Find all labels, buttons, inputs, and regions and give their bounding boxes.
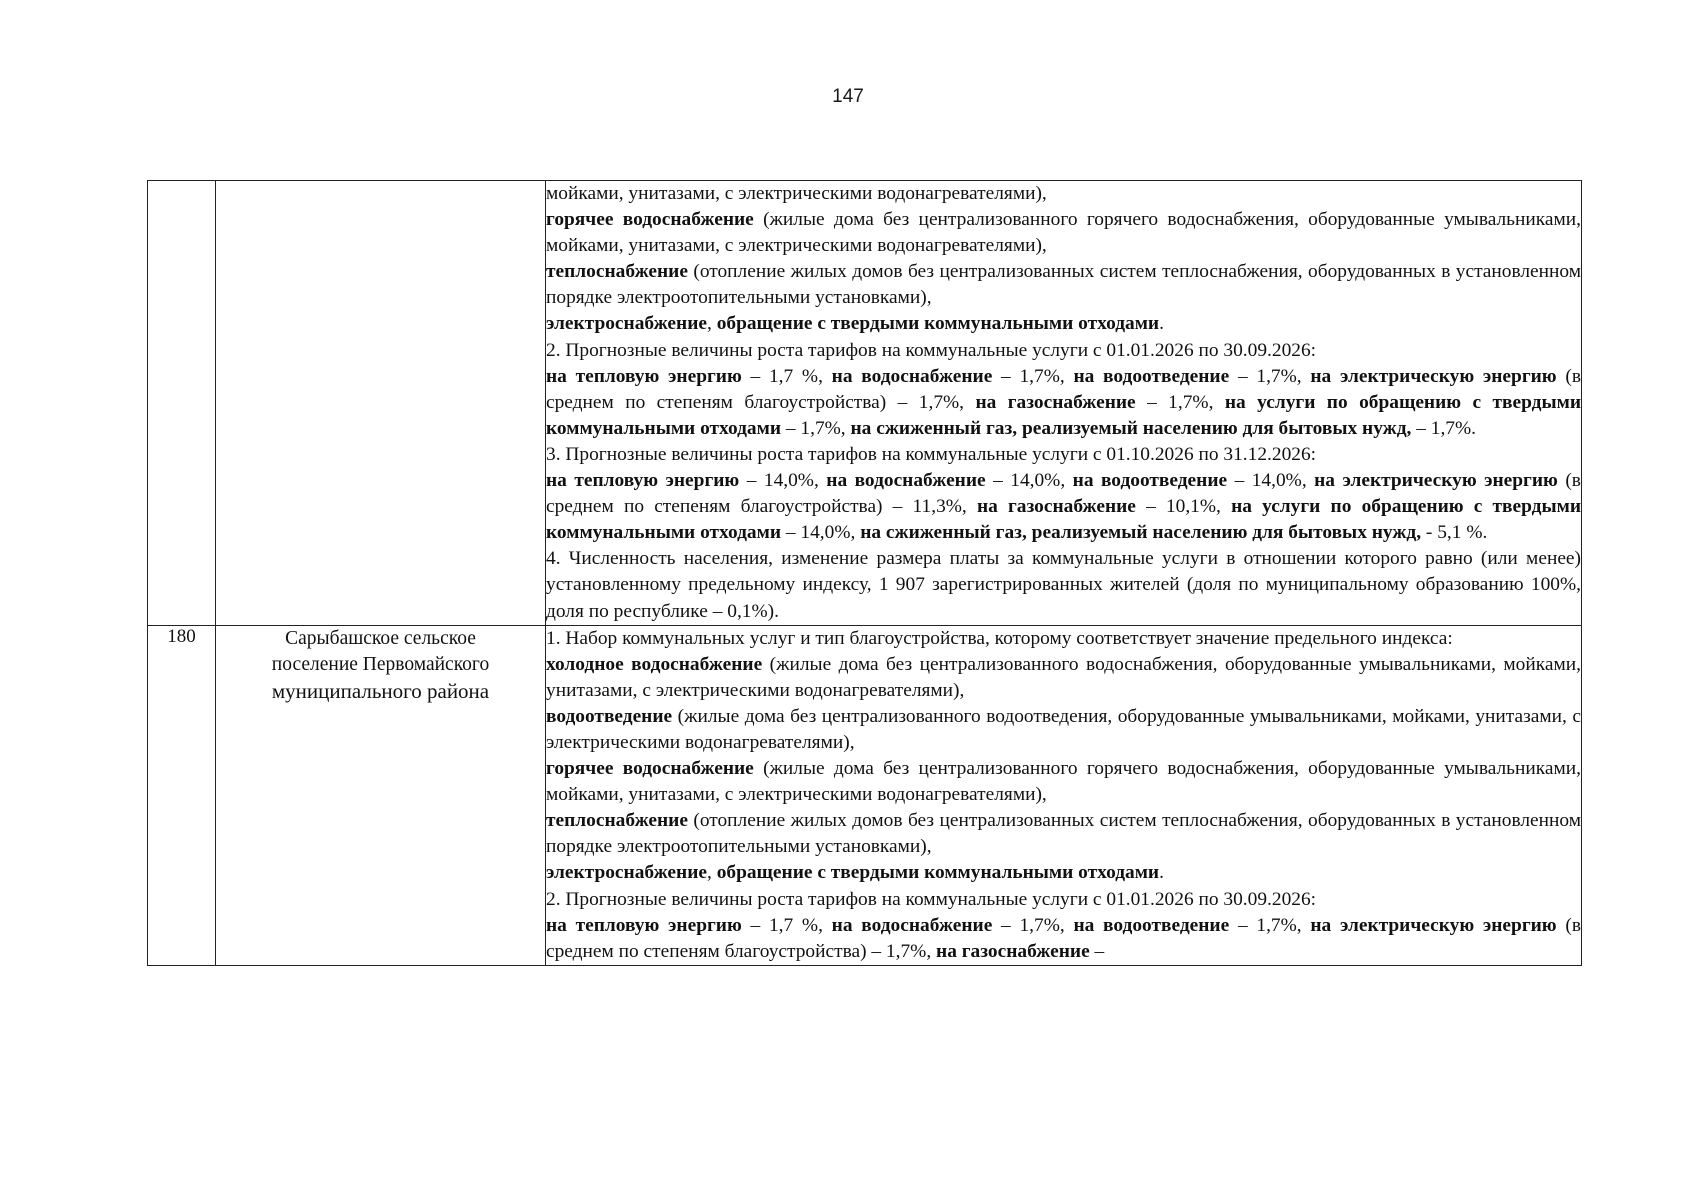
text-run: – 1,7%. [1411, 417, 1477, 439]
paragraph [546, 887, 1581, 913]
paragraph [546, 913, 1581, 965]
text-run: – 14,0%, [1227, 470, 1315, 492]
text-run: – 1,7%, [781, 417, 851, 439]
bold-term: на электрическую энергию [1310, 365, 1557, 387]
page-number: 147 [832, 86, 864, 107]
bold-term: электроснабжение [546, 862, 707, 884]
text-run: – 1,7 %, [741, 365, 832, 387]
paragraph [546, 626, 1581, 652]
bold-term: горячее водоснабжение [546, 209, 754, 231]
bold-term: водоотведение [546, 705, 673, 727]
bold-term: на водоснабжение [831, 914, 993, 936]
text-run: – [1089, 940, 1105, 962]
text-run: (отопление жилых домов без централизованных систем теплоснабжения, оборудованных в установленном порядке электроотопительными установками), [546, 261, 1581, 309]
municipality-name-line: Сарыбашское сельское [285, 627, 476, 649]
text-run: . [1159, 862, 1164, 884]
municipality-name-line: муниципального района [271, 678, 490, 703]
bold-term: на электрическую энергию [1314, 470, 1558, 492]
text-run: – 1,7%, [1135, 391, 1225, 413]
paragraph [546, 207, 1581, 259]
table-row [148, 181, 1582, 626]
text-run: – 10,1%, [1135, 496, 1232, 518]
bold-term: на тепловую энергию [546, 914, 742, 936]
text-run: 2. Прогнозные величины роста тарифов на коммунальные услуги с 01.01.2026 по 30.09.2026: [546, 339, 1317, 361]
text-run: (жилые дома без централизованного водоотведения, оборудованные умывальниками, мойками, унитазами, с электрическими водонагревателями), [546, 705, 1581, 753]
text-run: – 14,0%, [781, 522, 861, 544]
text-run: 1. Набор коммунальных услуг и тип благоустройства, которому соответствует значение предельного индекса: [546, 627, 1453, 649]
text-run: - 5,1 %. [1421, 522, 1488, 544]
bold-term: теплоснабжение [546, 810, 688, 832]
text-run: (жилые дома без централизованного горячего водоснабжения, оборудованные умывальниками, мойками, унитазами, с электрическими водонагревателями), [546, 758, 1582, 806]
bold-term: на услуги по обращению с твердыми коммунальными отходами [546, 391, 1581, 439]
text-run: – 1,7%, [992, 365, 1074, 387]
bold-term: обращение с твердыми коммунальными отходами [716, 313, 1160, 335]
bold-term: на сжиженный газ, реализуемый населению для бытовых нужд, [850, 417, 1412, 439]
description-cell [546, 625, 1582, 965]
bold-term: на сжиженный газ, реализуемый населению для бытовых нужд, [860, 522, 1422, 544]
bold-term: горячее водоснабжение [546, 758, 754, 780]
paragraph [546, 808, 1581, 860]
text-run: 4. Численность населения, изменение размера платы за коммунальные услуги в отношении которого равно (или менее) установленному предельному индексу, 1 907 зарегистрированных жителей (доля по муниципальному образованию 100%, доля по республике – 0,1%). [546, 548, 1581, 622]
bold-term: на газоснабжение [976, 496, 1136, 518]
bold-term: на водоотведение [1072, 470, 1228, 492]
text-run: . [1159, 313, 1164, 335]
text-run: (в среднем по степеням благоустройства) – 1,7%, [546, 914, 1581, 962]
text-run: , [706, 862, 717, 884]
text-run: (отопление жилых домов без централизованных систем теплоснабжения, оборудованных в установленном порядке электроотопительными установками), [546, 810, 1581, 858]
bold-term: на услуги по обращению с твердыми коммунальными отходами [546, 496, 1581, 544]
paragraph [546, 181, 1581, 207]
bold-term: на газоснабжение [975, 391, 1136, 413]
paragraph [546, 364, 1581, 442]
bold-term: на электрическую энергию [1310, 914, 1557, 936]
row-number-cell [148, 181, 216, 626]
paragraph [546, 704, 1581, 756]
bold-term: на газоснабжение [936, 940, 1090, 962]
text-run: – 14,0%, [739, 470, 827, 492]
text-run: – 1,7%, [1229, 914, 1311, 936]
text-run: (в среднем по степеням благоустройства) – 1,7%, [546, 365, 1581, 413]
bold-term: на водоотведение [1073, 365, 1230, 387]
paragraph [546, 311, 1581, 337]
text-run: – 1,7 %, [741, 914, 832, 936]
paragraph [546, 442, 1581, 468]
text-run: (жилые дома без централизованного водоснабжения, оборудованные умывальниками, мойками, унитазами, с электрическими водонагревателями), [546, 653, 1581, 701]
bold-term: на водоснабжение [826, 470, 986, 492]
bold-term: обращение с твердыми коммунальными отходами [716, 862, 1160, 884]
municipality-name-line: поселение Первомайского [271, 653, 490, 675]
bold-term: на водоотведение [1073, 914, 1230, 936]
bold-term: на тепловую энергию [546, 470, 740, 492]
text-run: (жилые дома без централизованного горячего водоснабжения, оборудованные умывальниками, мойками, унитазами, с электрическими водонагревателями), [546, 209, 1582, 257]
paragraph [546, 468, 1581, 546]
paragraph [546, 860, 1581, 886]
paragraph [546, 546, 1581, 624]
paragraph [546, 338, 1581, 364]
text-run: – 1,7%, [1229, 365, 1311, 387]
municipality-name-cell [216, 181, 546, 626]
bold-term: холодное водоснабжение [546, 653, 763, 675]
description-cell [546, 181, 1582, 626]
paragraph [546, 652, 1581, 704]
text-run: – 1,7%, [992, 914, 1074, 936]
text-run: (в среднем по степеням благоустройства) – 11,3%, [546, 470, 1581, 518]
paragraph [546, 259, 1581, 311]
municipality-name-cell [216, 625, 546, 965]
bold-term: на тепловую энергию [546, 365, 742, 387]
tariff-table [147, 180, 1582, 966]
text-run: мойками, унитазами, с электрическими водонагревателями), [546, 183, 1047, 204]
text-run: 3. Прогнозные величины роста тарифов на коммунальные услуги с 01.10.2026 по 31.12.2026: [546, 443, 1317, 465]
table-row [148, 625, 1582, 965]
text-run: , [706, 313, 717, 335]
text-run: 2. Прогнозные величины роста тарифов на коммунальные услуги с 01.01.2026 по 30.09.2026: [546, 888, 1317, 910]
paragraph [546, 756, 1581, 808]
row-number-cell: 180 [148, 625, 216, 965]
bold-term: теплоснабжение [546, 261, 688, 283]
text-run: – 14,0%, [985, 470, 1073, 492]
bold-term: электроснабжение [546, 313, 707, 335]
bold-term: на водоснабжение [831, 365, 993, 387]
